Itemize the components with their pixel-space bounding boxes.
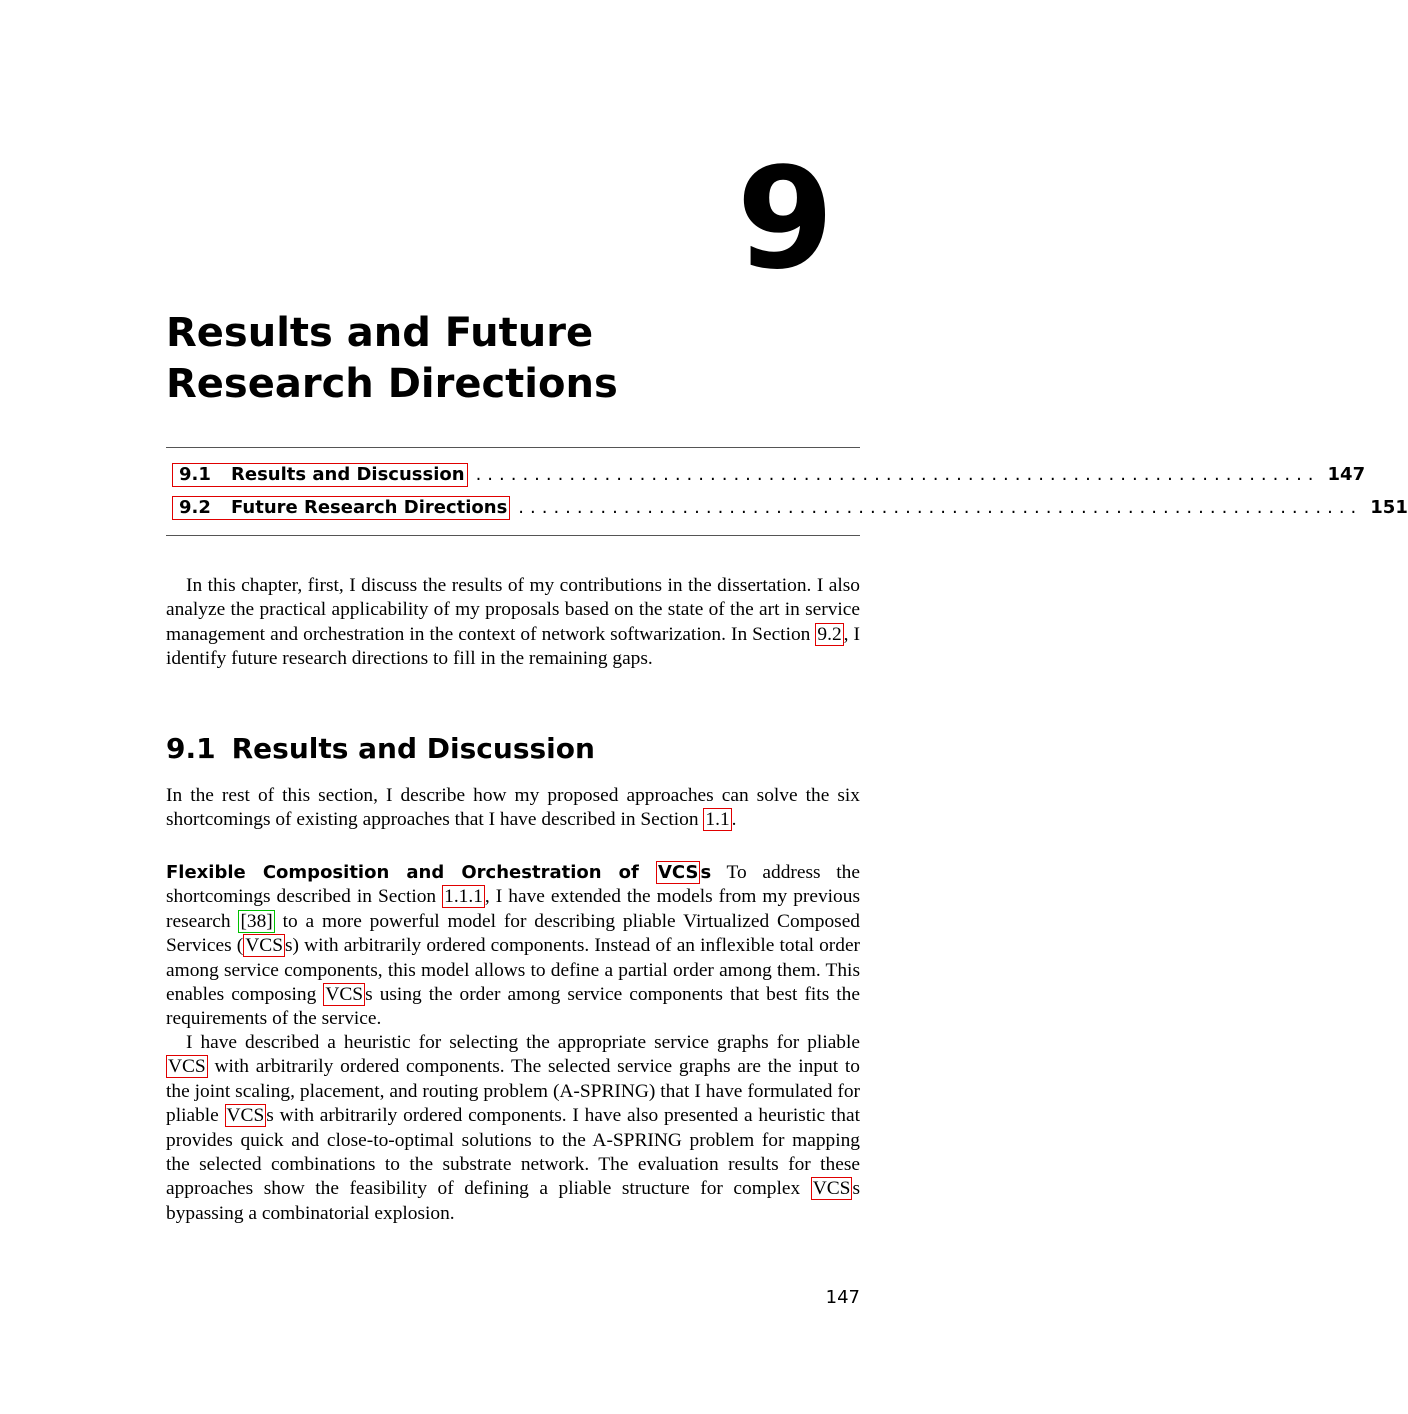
section-title: Results and Discussion: [231, 732, 595, 765]
section-number: 9.1: [166, 732, 216, 765]
toc-link-future[interactable]: [172, 496, 510, 520]
run-in-heading: Flexible Composition and Orchestration of VCS s: [166, 862, 712, 883]
section-heading: [166, 729, 595, 769]
abbreviation-link[interactable]: VCS: [245, 935, 283, 957]
chapter-toc: [166, 447, 1408, 536]
heuristic-paragraph: I have described a heuristic for selecting the appropriate service graphs for pliable VCS with arbitrarily ordered components. The selected service graphs are the input to the joint scaling, placement, and routing problem (A-SPRING) that I have formulated for pliable VCS s with arbitrarily ordered components. I have also presented a heuristic that provides quick and close-to-optimal solutions to the A-SPRING problem for mapping the selected combinations to the substrate network. The evaluation results for these approaches show the feasibility of defining a pliable structure for complex VCS s bypassing a combinatorial explosion.: [166, 1032, 860, 1224]
toc-dot-leader: ........................................................................: [518, 497, 1363, 518]
section-ref-link[interactable]: 9.2: [817, 623, 842, 645]
toc-entry: [166, 496, 1408, 529]
toc-dot-leader: ........................................................................: [475, 464, 1320, 485]
section-ref-link[interactable]: 1.1: [705, 809, 730, 831]
abbreviation-link[interactable]: VCS: [168, 1056, 206, 1078]
abbreviation-link[interactable]: VCS: [325, 984, 364, 1006]
flexible-paragraph: Flexible Composition and Orchestration of VCS s To address the shortcomings described in Section 1.1.1 , I have extended the models from my previous research [38] to a more powerful model for describing pliable Virtualized Composed Services ( VCS s) with arbitrarily ordered components. Instead of an inflexible total order among service components, this model allows to define a partial order among them. This enables composing VCS s using the order among service components that best fits the requirements of the service.: [166, 862, 861, 1030]
page-number: 147: [825, 1287, 860, 1308]
abbreviation-link[interactable]: VCS: [226, 1105, 265, 1127]
chapter-title: Results and Future Research Directions: [166, 310, 618, 407]
toc-entry-number: 9.2: [179, 497, 211, 518]
toc-entry-page: 147: [1327, 464, 1366, 485]
section-ref-link[interactable]: 1.1.1: [444, 886, 483, 908]
toc-link-results[interactable]: [172, 463, 468, 487]
abbreviation-link[interactable]: VCS: [812, 1178, 851, 1200]
toc-entry-number: 9.1: [179, 464, 211, 485]
toc-entry-title: Future Research Directions: [231, 497, 508, 518]
chapter-number: 9: [736, 138, 834, 301]
toc-entry-page: 151: [1370, 497, 1408, 518]
toc-entry-title: Results and Discussion: [231, 464, 465, 485]
citation-link[interactable]: [38]: [240, 910, 273, 932]
intro-paragraph: In this chapter, first, I discuss the results of my contributions in the dissertation. I also analyze the practical applicability of my proposals based on the state of the art in service management and orchestration in the context of network softwarization. In Section 9.2 , I identify future research directions to fill in the remaining gaps.: [166, 575, 861, 670]
section-paragraph: In the rest of this section, I describe how my proposed approaches can solve the six shortcomings of existing approaches that I have described in Section 1.1 .: [166, 785, 860, 831]
toc-entry: [166, 463, 1366, 496]
abbreviation-link[interactable]: VCS: [658, 862, 699, 883]
